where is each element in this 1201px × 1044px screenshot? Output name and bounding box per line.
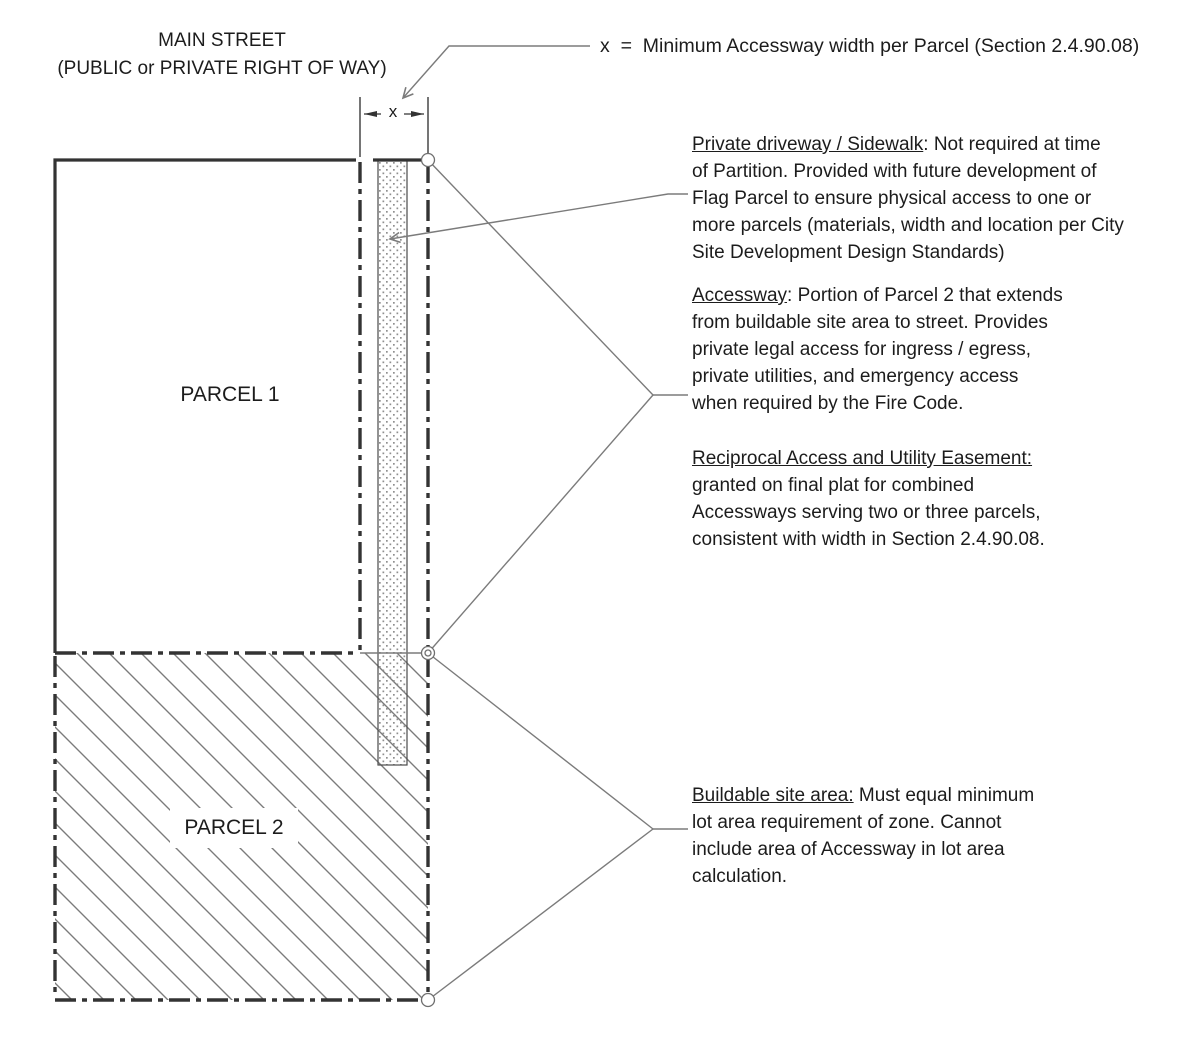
connector-circle-bottom [422, 994, 435, 1007]
parcel1-label: PARCEL 1 [180, 383, 280, 406]
note-line: consistent with width in Section 2.4.90.08. [692, 529, 1045, 550]
note-line: private legal access for ingress / egress, [692, 339, 1031, 360]
note-line: of Partition. Provided with future development of [692, 161, 1097, 182]
note-title: Buildable site area: [692, 785, 854, 806]
connector-circle-middle [422, 647, 435, 660]
street-name: MAIN STREET [158, 30, 286, 51]
private-driveway-strip [378, 160, 407, 765]
street-right-of-way: (PUBLIC or PRIVATE RIGHT OF WAY) [57, 58, 387, 79]
note-title: Private driveway / Sidewalk [692, 134, 924, 155]
connector-circle-top [422, 154, 435, 167]
note-reciprocal-easement [692, 445, 1045, 553]
leader-accessway-upper [428, 160, 653, 395]
note-line: calculation. [692, 866, 788, 887]
note-private-driveway-sidewalk: Private driveway / Sidewalk: Not required at time of Partition. Provided with future development of Flag Parcel to ensure physical access to one or more parcels (materials, width and location per City Site Development Design Standards) [692, 131, 1124, 266]
note-line: Flag Parcel to ensure physical access to one or [692, 188, 1092, 209]
note-line: from buildable site area to street. Provides [692, 312, 1048, 333]
note-line: private utilities, and emergency access [692, 366, 1019, 387]
note-line: more parcels (materials, width and location per City [692, 215, 1124, 236]
note-line: lot area requirement of zone. Cannot [692, 812, 1002, 833]
note-line: when required by the Fire Code. [692, 393, 964, 414]
note-accessway: Accessway: Portion of Parcel 2 that extends from buildable site area to street. Provides private legal access for ingress / egress, private utilities, and emergency access when required by the Fire Code. [692, 282, 1063, 417]
note-title: Accessway [692, 285, 788, 306]
leader-buildable-upper [428, 653, 653, 829]
parcel2-label: PARCEL 2 [124, 808, 344, 848]
leader-accessway-lower [428, 395, 653, 653]
note-title: Reciprocal Access and Utility Easement: [692, 448, 1033, 469]
note-line: granted on final plat for combined [692, 475, 975, 496]
main-street-label [40, 27, 404, 83]
dimension-legend: x = Minimum Accessway width per Parcel (Section 2.4.90.08) [600, 35, 1140, 57]
note-line: Accessways serving two or three parcels, [692, 502, 1041, 523]
leader-buildable-lower [428, 829, 653, 1000]
note-line: Site Development Design Standards) [692, 242, 1005, 263]
note-buildable-site-area: Buildable site area: Must equal minimum lot area requirement of zone. Cannot include area of Accessway in lot area calculation. [692, 782, 1034, 890]
note-line: include area of Accessway in lot area [692, 839, 1005, 860]
dimension-x-symbol: x [382, 102, 404, 122]
leader-dimension-legend [403, 46, 590, 98]
leader-private-driveway [390, 194, 688, 239]
